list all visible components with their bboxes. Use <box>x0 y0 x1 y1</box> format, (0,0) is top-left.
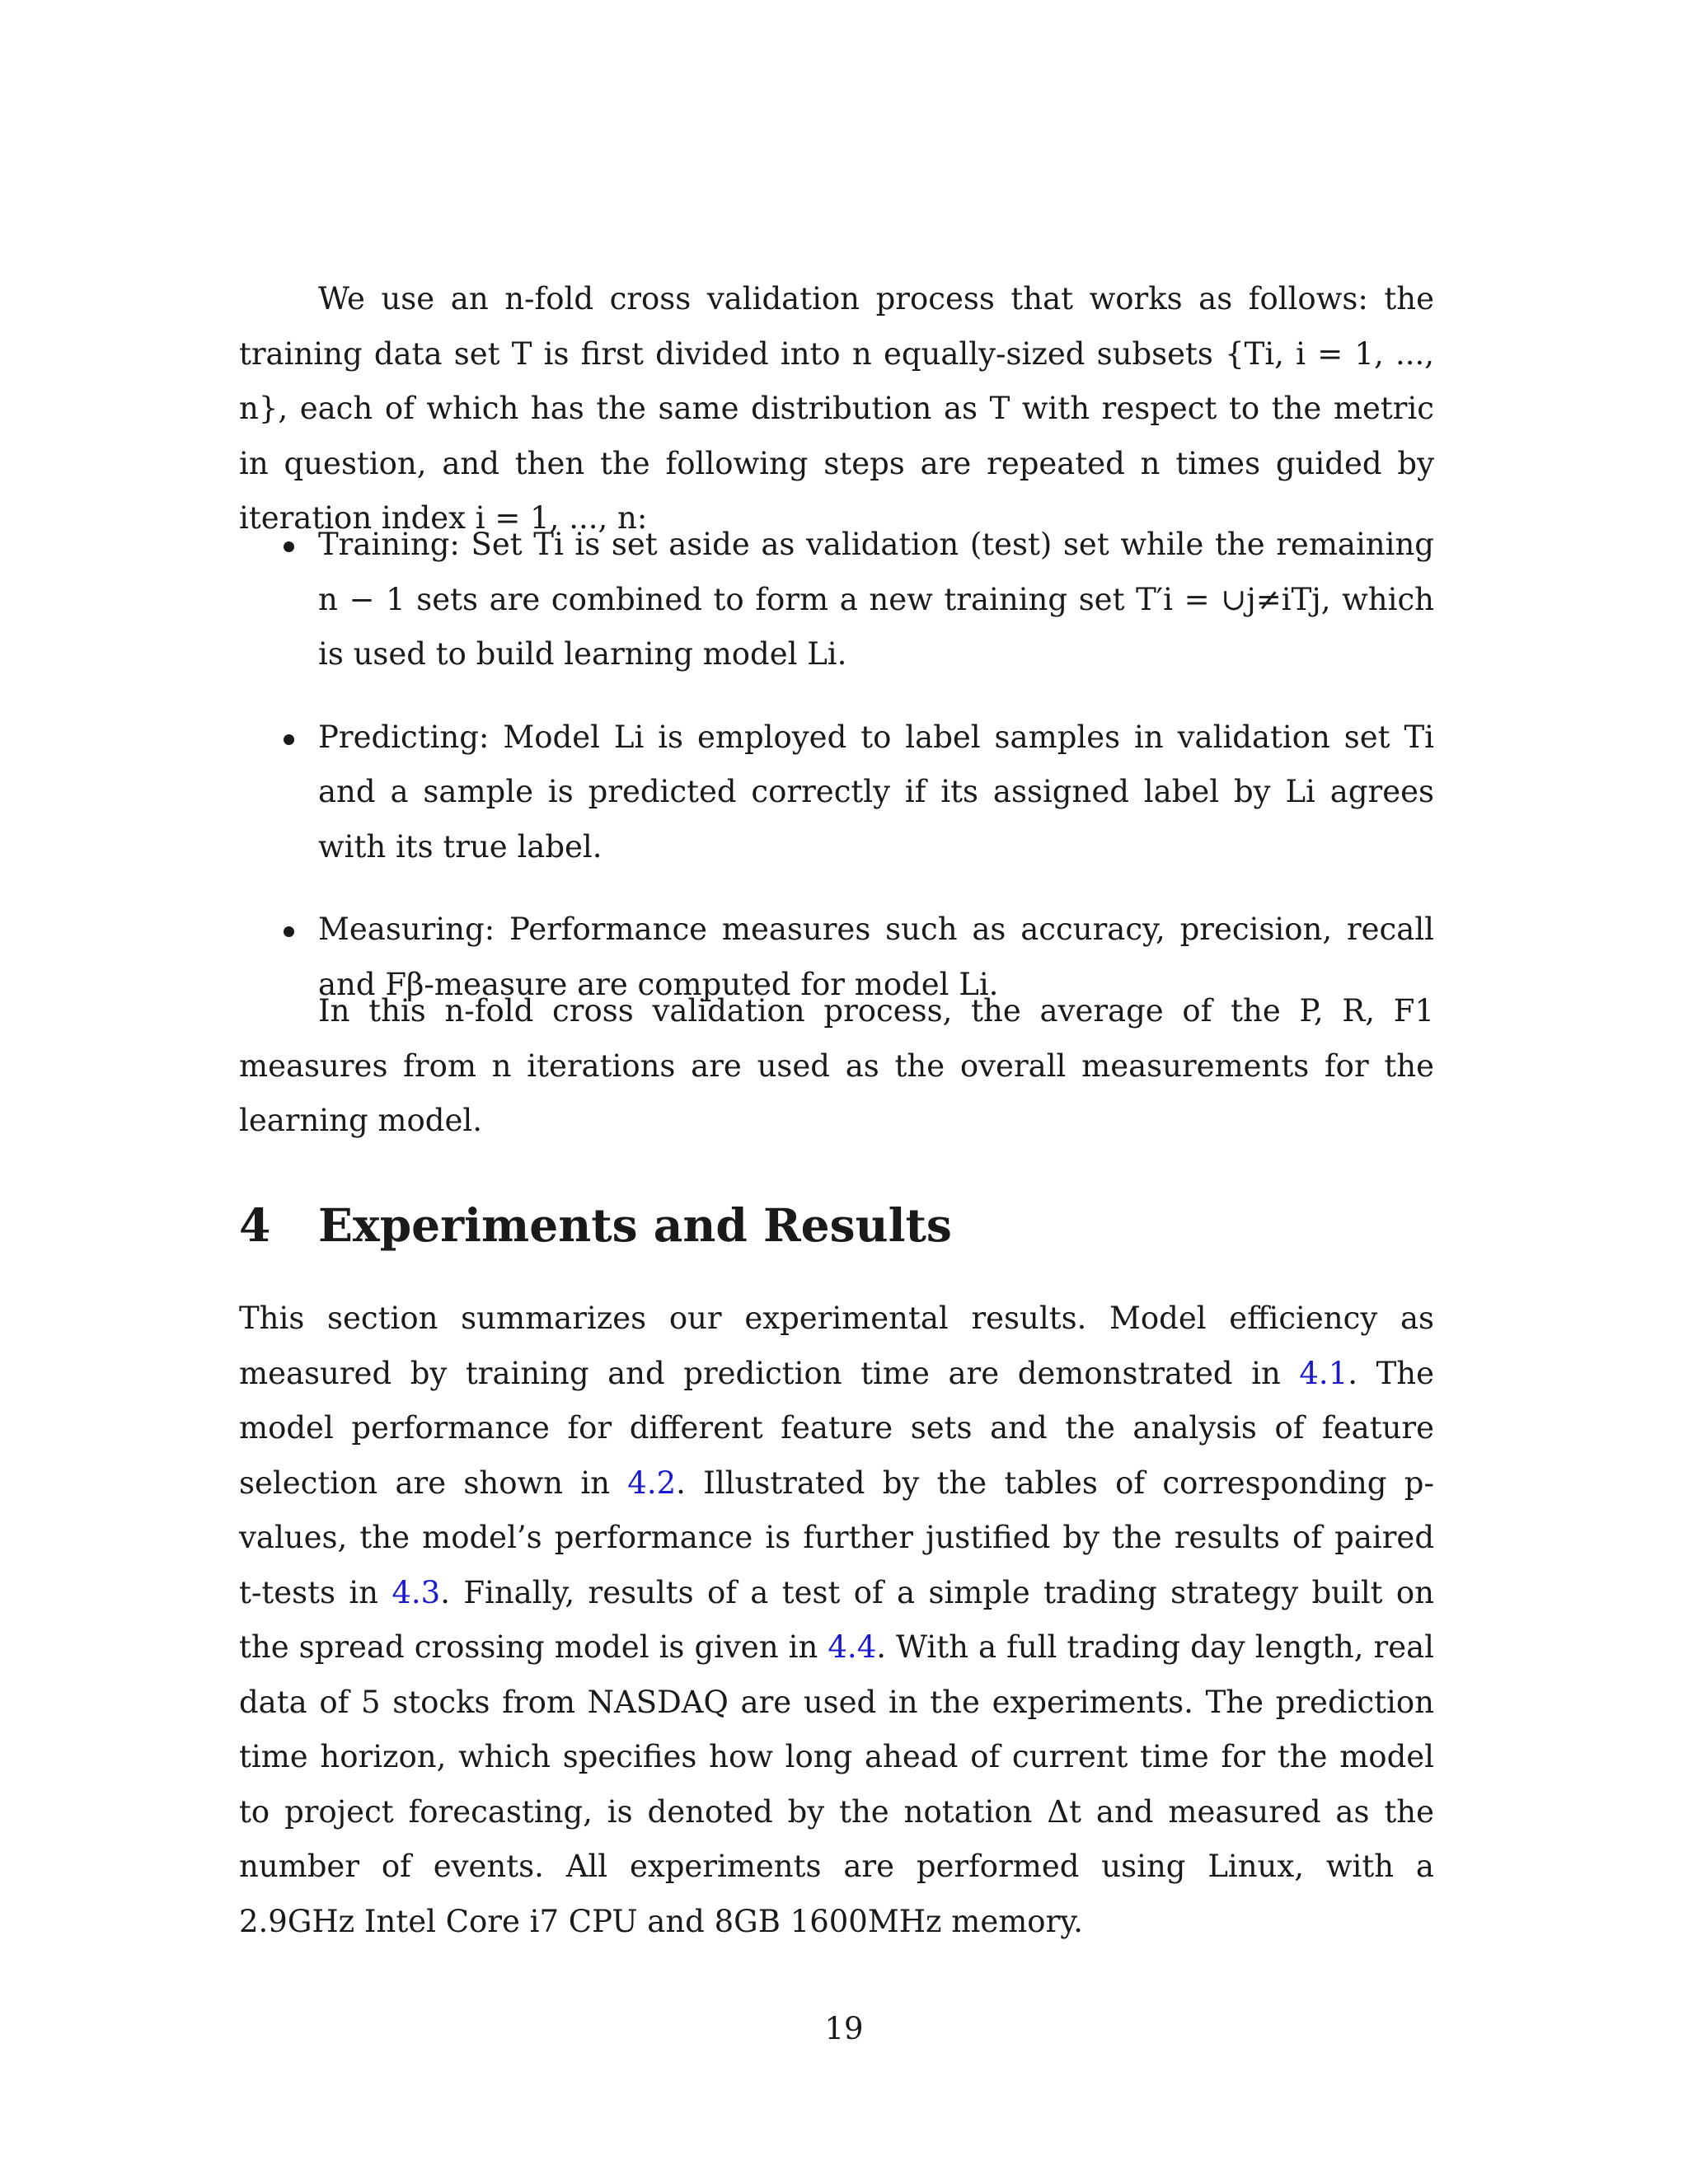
paragraph-experiments-summary <box>239 1291 1434 1949</box>
paragraph-text: . With a full trading day length, real data of 5 stocks from NASDAQ are used in the experiments. The prediction time horizon, which specifies how long ahead of current time for the model to project forecasting, is denoted by the notation Δt and measured as the number of events. All experiments are performed using Linux, with a 2.9GHz Intel Core i7 CPU and 8GB 1600MHz memory. <box>239 1629 1434 1939</box>
list-item-text: Predicting: Model Li is employed to label samples in validation set Ti and a sample is predicted correctly if its assigned label by Li agrees with its true label. <box>318 719 1434 865</box>
bullet-icon <box>284 541 294 552</box>
section-link-4-1[interactable]: 4.1 <box>1299 1355 1348 1391</box>
list-item-training <box>239 518 1434 682</box>
section-link-4-4[interactable]: 4.4 <box>828 1629 877 1665</box>
bullet-icon <box>284 734 294 745</box>
paragraph-average-measures <box>239 984 1434 1149</box>
paragraph-text: We use an n-fold cross validation process that works as follows: the training data set T is first divided into n equally-sized subsets {Ti, i = 1, ..., n}, each of which has the same distribution as T with respect to the metric in question, and then the following steps are repeated n times guided by iteration index i = 1, ..., n: <box>239 281 1434 536</box>
list-item-text: Measuring: Performance measures such as accuracy, precision, recall and Fβ-measure are computed for model Li. <box>318 912 1434 1002</box>
paragraph-text: In this n-fold cross validation process, the average of the P, R, F1 measures from n iterations are used as the overall measurements for the learning model. <box>239 993 1434 1138</box>
paragraph-text: . Illustrated by the tables of corresponding p-values, the model’s performance is further justified by the results of paired t-tests in <box>239 1465 1434 1610</box>
bullet-icon <box>284 926 294 937</box>
section-link-4-3[interactable]: 4.3 <box>392 1574 441 1610</box>
paragraph-text: . The model performance for different feature sets and the analysis of feature selection are shown in <box>239 1355 1434 1501</box>
paragraph-text: . Finally, results of a test of a simple trading strategy built on the spread crossing model is given in <box>239 1574 1434 1665</box>
section-title: Experiments and Results <box>318 1198 952 1252</box>
section-heading <box>239 1197 952 1254</box>
section-number: 4 <box>239 1198 271 1252</box>
paragraph-text: This section summarizes our experimental results. Model efficiency as measured by training and prediction time are demonstrated in <box>239 1301 1434 1391</box>
list-item-text: Training: Set Ti is set aside as validation (test) set while the remaining n − 1 sets are combined to form a new training set T′i = ∪j≠iTj, which is used to build learning model Li. <box>318 527 1434 672</box>
paragraph-cross-validation-intro <box>239 272 1434 546</box>
bullet-list <box>239 518 1434 1040</box>
list-item-predicting <box>239 710 1434 875</box>
page-number: 19 <box>824 2011 864 2046</box>
section-link-4-2[interactable]: 4.2 <box>627 1465 677 1501</box>
